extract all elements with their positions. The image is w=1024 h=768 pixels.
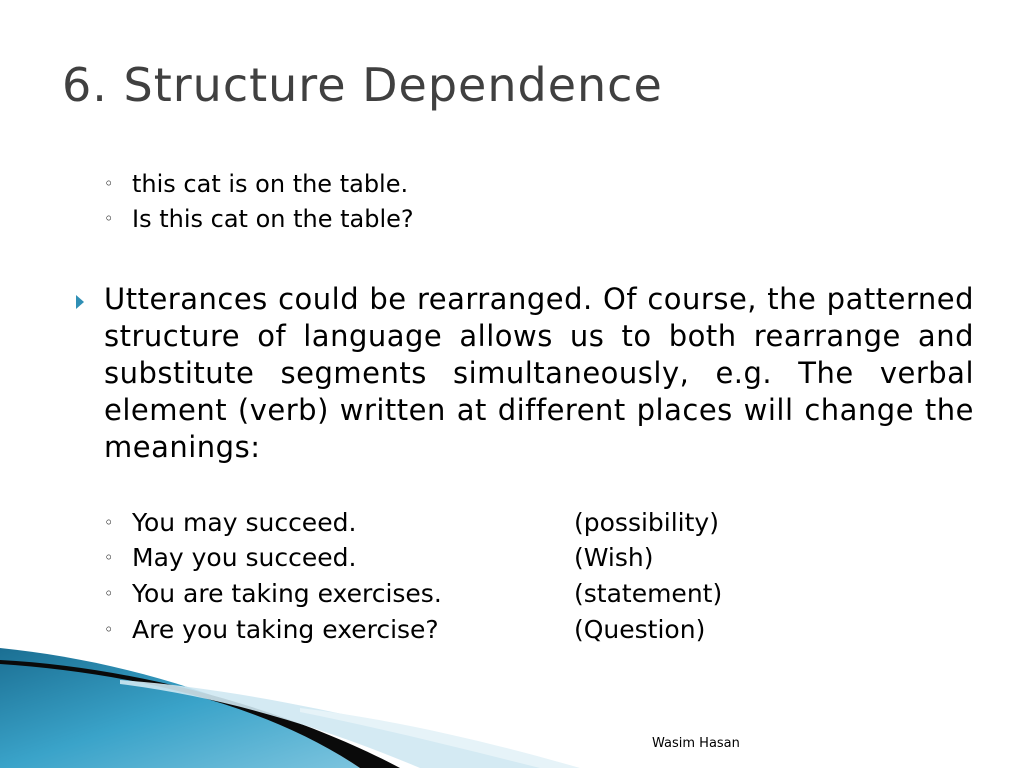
slide-title: 6. Structure Dependence [62,58,663,112]
circle-bullet-icon: ◦ [104,620,114,639]
bullet-paragraph: Utterances could be rearranged. Of course, the patterned structure of language allows us to both rearrange and substitute segments simultaneously, e.g. The verbal element (verb) written at different places will change the meanings: [104,282,974,464]
example-gloss: (statement) [574,579,723,608]
example-sentence: You may succeed. [132,508,357,537]
example-sentence: May you succeed. [132,543,357,572]
circle-bullet-icon: ◦ [104,174,114,193]
circle-bullet-icon: ◦ [104,548,114,567]
example-sentence: Are you taking exercise? [132,615,439,644]
example-sentence: You are taking exercises. [132,579,442,608]
example-row [104,579,723,608]
top-example-1 [104,170,408,198]
example-row [104,543,654,572]
circle-bullet-icon: ◦ [104,584,114,603]
top-example-text: Is this cat on the table? [132,205,414,233]
example-gloss: (possibility) [574,508,719,537]
example-gloss: (Question) [574,615,706,644]
top-example-2 [104,205,414,233]
arrow-bullet-icon [76,295,84,309]
circle-bullet-icon: ◦ [104,209,114,228]
main-bullet [72,281,972,466]
circle-bullet-icon: ◦ [104,513,114,532]
example-row [104,615,706,644]
top-example-text: this cat is on the table. [132,170,409,198]
footer-author: Wasim Hasan [652,736,740,751]
example-gloss: (Wish) [574,543,654,572]
example-row [104,508,719,537]
